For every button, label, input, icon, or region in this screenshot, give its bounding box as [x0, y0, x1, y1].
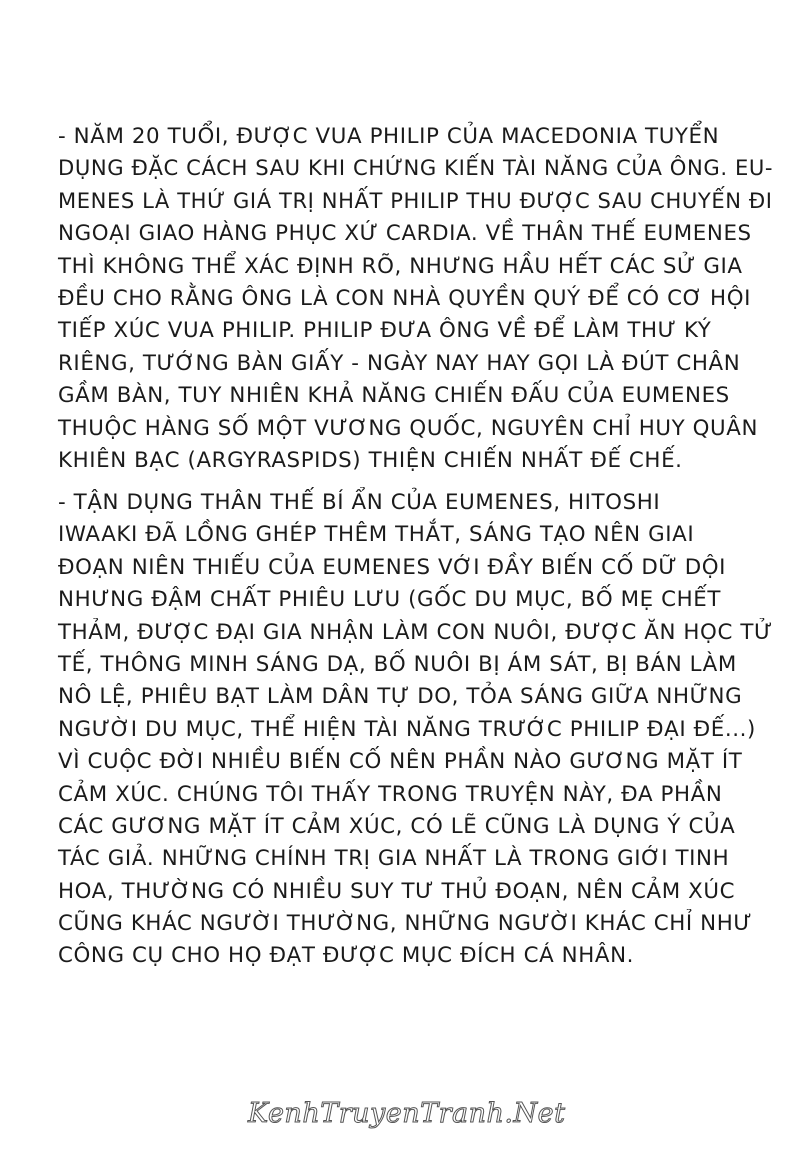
text-line: CÁC GƯƠNG MẶT ÍT CẢM XÚC, CÓ LẼ CŨNG LÀ DỤNG Ý CỦA — [58, 813, 736, 839]
text-line: GẦM BÀN, TUY NHIÊN KHẢ NĂNG CHIẾN ĐẤU CỦA EUMENES — [58, 383, 730, 409]
paragraph-2 — [58, 487, 778, 973]
text-line: TIẾP XÚC VUA PHILIP. PHILIP ĐƯA ÔNG VỀ ĐỂ LÀM THƯ KÝ — [58, 318, 712, 344]
text-line: NGOẠI GIAO HÀNG PHỤC XỨ CARDIA. VỀ THÂN THẾ EUMENES — [58, 221, 752, 247]
text-line: NÔ LỆ, PHIÊU BẠT LÀM DÂN TỰ DO, TỎA SÁNG GIỮA NHỮNG — [58, 684, 743, 710]
text-line: IWAAKI ĐÃ LỒNG GHÉP THÊM THẮT, SÁNG TẠO NÊN GIAI — [58, 522, 695, 548]
paragraph-1 — [58, 121, 778, 477]
text-line: - NĂM 20 TUỔI, ĐƯỢC VUA PHILIP CỦA MACEDONIA TUYỂN — [58, 124, 720, 149]
text-line: DỤNG ĐẶC CÁCH SAU KHI CHỨNG KIẾN TÀI NĂNG CỦA ÔNG. EU- — [58, 156, 774, 182]
text-line: THẢM, ĐƯỢC ĐẠI GIA NHẬN LÀM CON NUÔI, ĐƯỢC ĂN HỌC TỬ — [58, 619, 773, 645]
text-line: NHƯNG ĐẬM CHẤT PHIÊU LƯU (GỐC DU MỤC, BỐ MẸ CHẾT — [58, 587, 721, 613]
text-line: CẢM XÚC. CHÚNG TÔI THẤY TRONG TRUYỆN NÀY, ĐA PHẦN — [58, 781, 723, 807]
text-line: ĐOẠN NIÊN THIẾU CỦA EUMENES VỚI ĐẦY BIẾN CỐ DỮ DỘI — [58, 554, 727, 580]
text-line: NGƯỜI DU MỤC, THỂ HIỆN TÀI NĂNG TRƯỚC PHILIP ĐẠI ĐẾ...) — [58, 716, 756, 742]
text-line: KHIÊN BẠC (ARGYRASPIDS) THIỆN CHIẾN NHẤT ĐẾ CHẾ. — [58, 447, 683, 473]
text-line: TÁC GIẢ. NHỮNG CHÍNH TRỊ GIA NHẤT LÀ TRONG GIỚI TINH — [58, 846, 730, 872]
text-line: MENES LÀ THỨ GIÁ TRỊ NHẤT PHILIP THU ĐƯỢC SAU CHUYẾN ĐI — [58, 188, 773, 214]
text-line: HOA, THƯỜNG CÓ NHIỀU SUY TƯ THỦ ĐOẠN, NÊN CẢM XÚC — [58, 878, 736, 904]
text-line: TẾ, THÔNG MINH SÁNG DẠ, BỐ NUÔI BỊ ÁM SÁT, BỊ BÁN LÀM — [58, 651, 737, 677]
text-line: - TẬN DỤNG THÂN THẾ BÍ ẨN CỦA EUMENES, HITOSHI — [58, 490, 661, 515]
text-line: THÌ KHÔNG THỂ XÁC ĐỊNH RÕ, NHƯNG HẦU HẾT CÁC SỬ GIA — [58, 253, 743, 279]
text-line: CÔNG CỤ CHO HỌ ĐẠT ĐƯỢC MỤC ĐÍCH CÁ NHÂN. — [58, 943, 635, 969]
text-line: THUỘC HÀNG SỐ MỘT VƯƠNG QUỐC, NGUYÊN CHỈ HUY QUÂN — [58, 415, 759, 441]
text-line: RIÊNG, TƯỚNG BÀN GIẤY - NGÀY NAY HAY GỌI LÀ ĐÚT CHÂN — [58, 350, 741, 376]
site-watermark: KenhTruyenTranh.Net — [248, 1098, 566, 1129]
text-line: ĐỀU CHO RẰNG ÔNG LÀ CON NHÀ QUYỀN QUÝ ĐỂ CÓ CƠ HỘI — [58, 285, 751, 311]
text-line: VÌ CUỘC ĐỜI NHIỀU BIẾN CỐ NÊN PHẦN NÀO GƯƠNG MẶT ÍT — [58, 749, 743, 775]
text-line: CŨNG KHÁC NGƯỜI THƯỜNG, NHỮNG NGƯỜI KHÁC CHỈ NHƯ — [58, 911, 753, 937]
